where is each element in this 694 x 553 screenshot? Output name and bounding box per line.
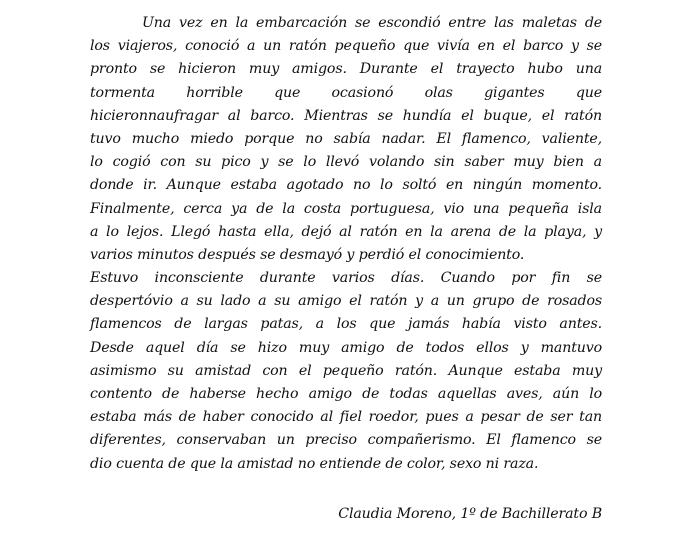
text-line: hicieronnaufragar al barco. Mientras se hundía el buque, el ratón — [90, 107, 602, 124]
author-signature: Claudia Moreno, 1º de Bachillerato B — [338, 506, 602, 522]
text-line: varios minutos después se desmayó y perdió el conocimiento. — [90, 246, 525, 263]
text-line: Una vez en la embarcación se escondió entre las maletas de — [142, 15, 602, 31]
text-line: a lo lejos. Llegó hasta ella, dejó al ratón en la arena de la playa, y — [90, 223, 602, 240]
text-line: diferentes, conservaban un preciso compañerismo. El flamenco se — [90, 432, 602, 449]
text-line: estaba más de haber conocido al fiel roedor, pues a pesar de ser tan — [90, 409, 602, 426]
text-line: despertóvio a su lado a su amigo el ratón y a un grupo de rosados — [90, 293, 602, 310]
text-line: asimismo su amistad con el pequeño ratón. Aunque estaba muy — [90, 362, 602, 379]
text-line: Estuvo inconsciente durante varios días. Cuando por fin se — [90, 270, 602, 287]
text-line: dio cuenta de que la amistad no entiende de color, sexo ni raza. — [90, 455, 539, 472]
text-line: contento de haberse hecho amigo de todas aquellas aves, aún lo — [90, 386, 602, 402]
text-line: donde ir. Aunque estaba agotado no lo soltó en ningún momento. — [90, 177, 602, 194]
text-line: lo cogió con su pico y se lo llevó volando sin saber muy bien a — [90, 154, 602, 171]
story-text — [90, 12, 602, 476]
text-line: flamencos de largas patas, a los que jamás había visto antes. — [90, 316, 602, 333]
text-line: Finalmente, cerca ya de la costa portuguesa, vio una pequeña isla — [90, 200, 602, 217]
text-line: pronto se hicieron muy amigos. Durante el trayecto hubo una — [90, 61, 602, 78]
text-line: los viajeros, conoció a un ratón pequeño que vivía en el barco y se — [90, 38, 602, 55]
text-line: Desde aquel día se hizo muy amigo de todos ellos y mantuvo — [90, 339, 602, 356]
text-line: tuvo mucho miedo porque no sabía nadar. El flamenco, valiente, — [90, 130, 602, 147]
text-line: tormenta horrible que ocasionó olas gigantes que — [90, 84, 602, 101]
